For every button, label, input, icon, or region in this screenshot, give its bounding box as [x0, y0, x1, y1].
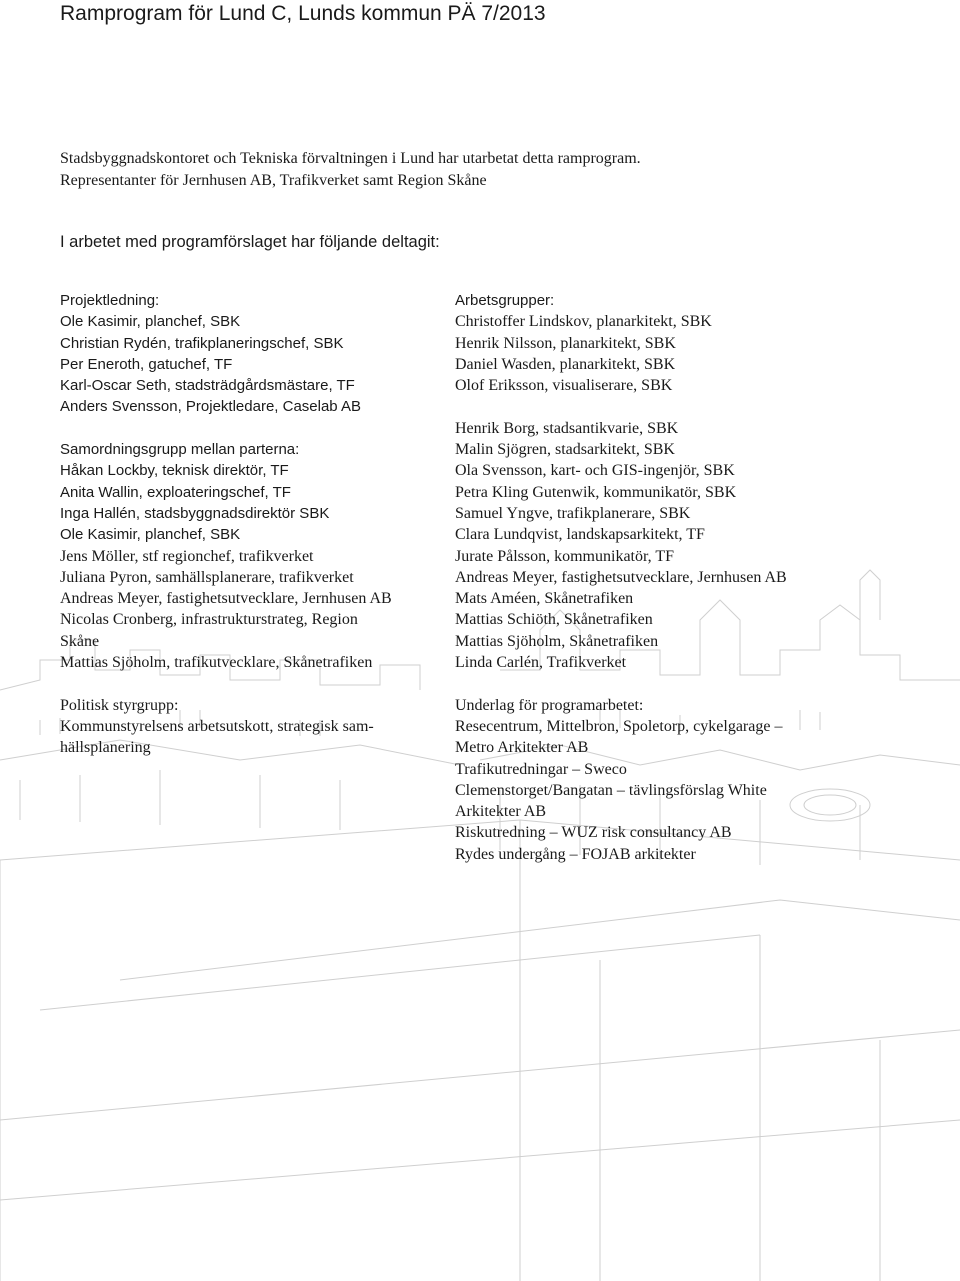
intro-line: Stadsbyggnadskontoret och Tekniska förvaltningen i Lund har utarbetat detta ramprogram.	[60, 150, 641, 167]
list-item: Andreas Meyer, fastighetsutvecklare, Jernhusen AB	[60, 590, 392, 608]
list-item: Håkan Lockby, teknisk direktör, TF	[60, 462, 289, 480]
underlag-heading: Underlag för programarbetet:	[455, 696, 644, 714]
list-item: Resecentrum, Mittelbron, Spoletorp, cykelgarage –	[455, 717, 783, 735]
list-item: Mattias Sjöholm, trafikutvecklare, Skånetrafiken	[60, 654, 373, 672]
list-item: Rydes undergång – FOJAB arkitekter	[455, 845, 696, 863]
list-item: Samuel Yngve, trafikplanerare, SBK	[455, 504, 691, 522]
list-item: Per Eneroth, gatuchef, TF	[60, 355, 233, 373]
list-item: Jens Möller, stf regionchef, trafikverket	[60, 547, 314, 565]
list-item: Christoffer Lindskov, planarkitekt, SBK	[455, 313, 712, 331]
list-item: Karl-Oscar Seth, stadsträdgårdsmästare, TF	[60, 377, 355, 395]
projektledning-heading: Projektledning:	[60, 292, 160, 309]
list-item: Nicolas Cronberg, infrastrukturstrateg, Region	[60, 611, 358, 629]
list-item: Clara Lundqvist, landskapsarkitekt, TF	[455, 526, 705, 544]
right-column	[455, 290, 875, 865]
arbetsgrupper-heading: Arbetsgrupper:	[455, 292, 555, 309]
styrgrupp-heading: Politisk styrgrupp:	[60, 696, 179, 714]
list-item: Anders Svensson, Projektledare, Caselab AB	[60, 398, 362, 416]
list-item: Ole Kasimir, planchef, SBK	[60, 526, 241, 544]
list-item: Juliana Pyron, samhällsplanerare, trafikverket	[60, 568, 354, 586]
list-item: Mattias Schiöth, Skånetrafiken	[455, 611, 653, 629]
list-item: Henrik Borg, stadsantikvarie, SBK	[455, 419, 679, 437]
intro-line: Representanter för Jernhusen AB, Trafikverket samt Region Skåne	[60, 171, 487, 189]
list-item: Daniel Wasden, planarkitekt, SBK	[455, 355, 676, 373]
left-column	[60, 290, 440, 759]
list-item: Mats Améen, Skånetrafiken	[455, 590, 634, 608]
list-item: hällsplanering	[60, 739, 151, 757]
list-item: Inga Hallén, stadsbyggnadsdirektör SBK	[60, 504, 330, 522]
list-item: Mattias Sjöholm, Skånetrafiken	[455, 632, 659, 650]
list-item: Clemenstorget/Bangatan – tävlingsförslag White	[455, 781, 767, 799]
list-item: Skåne	[60, 632, 100, 650]
samordning-heading: Samordningsgrupp mellan parterna:	[60, 441, 300, 459]
list-item: Trafikutredningar – Sweco	[455, 760, 627, 778]
list-item: Anita Wallin, exploateringschef, TF	[60, 483, 291, 501]
intro-text	[60, 148, 641, 191]
list-item: Henrik Nilsson, planarkitekt, SBK	[455, 334, 676, 352]
list-item: Kommunstyrelsens arbetsutskott, strategisk sam-	[60, 717, 374, 735]
participants-heading: I arbetet med programförslaget har följande deltagit:	[60, 233, 440, 251]
list-item: Malin Sjögren, stadsarkitekt, SBK	[455, 441, 675, 459]
list-item: Riskutredning – WUZ risk consultancy AB	[455, 824, 732, 842]
list-item: Jurate Pålsson, kommunikatör, TF	[455, 547, 675, 565]
document-header-title: Ramprogram för Lund C, Lunds kommun PÄ 7/2013	[60, 2, 546, 25]
list-item: Linda Carlén, Trafikverket	[455, 654, 627, 672]
list-item: Metro Arkitekter AB	[455, 739, 589, 757]
list-item: Arkitekter AB	[455, 803, 547, 821]
list-item: Olof Eriksson, visualiserare, SBK	[455, 377, 673, 395]
list-item: Christian Rydén, trafikplaneringschef, SBK	[60, 334, 344, 352]
list-item: Ola Svensson, kart- och GIS-ingenjör, SBK	[455, 462, 735, 480]
list-item: Ole Kasimir, planchef, SBK	[60, 313, 241, 331]
list-item: Petra Kling Gutenwik, kommunikatör, SBK	[455, 483, 737, 501]
list-item: Andreas Meyer, fastighetsutvecklare, Jernhusen AB	[455, 568, 787, 586]
